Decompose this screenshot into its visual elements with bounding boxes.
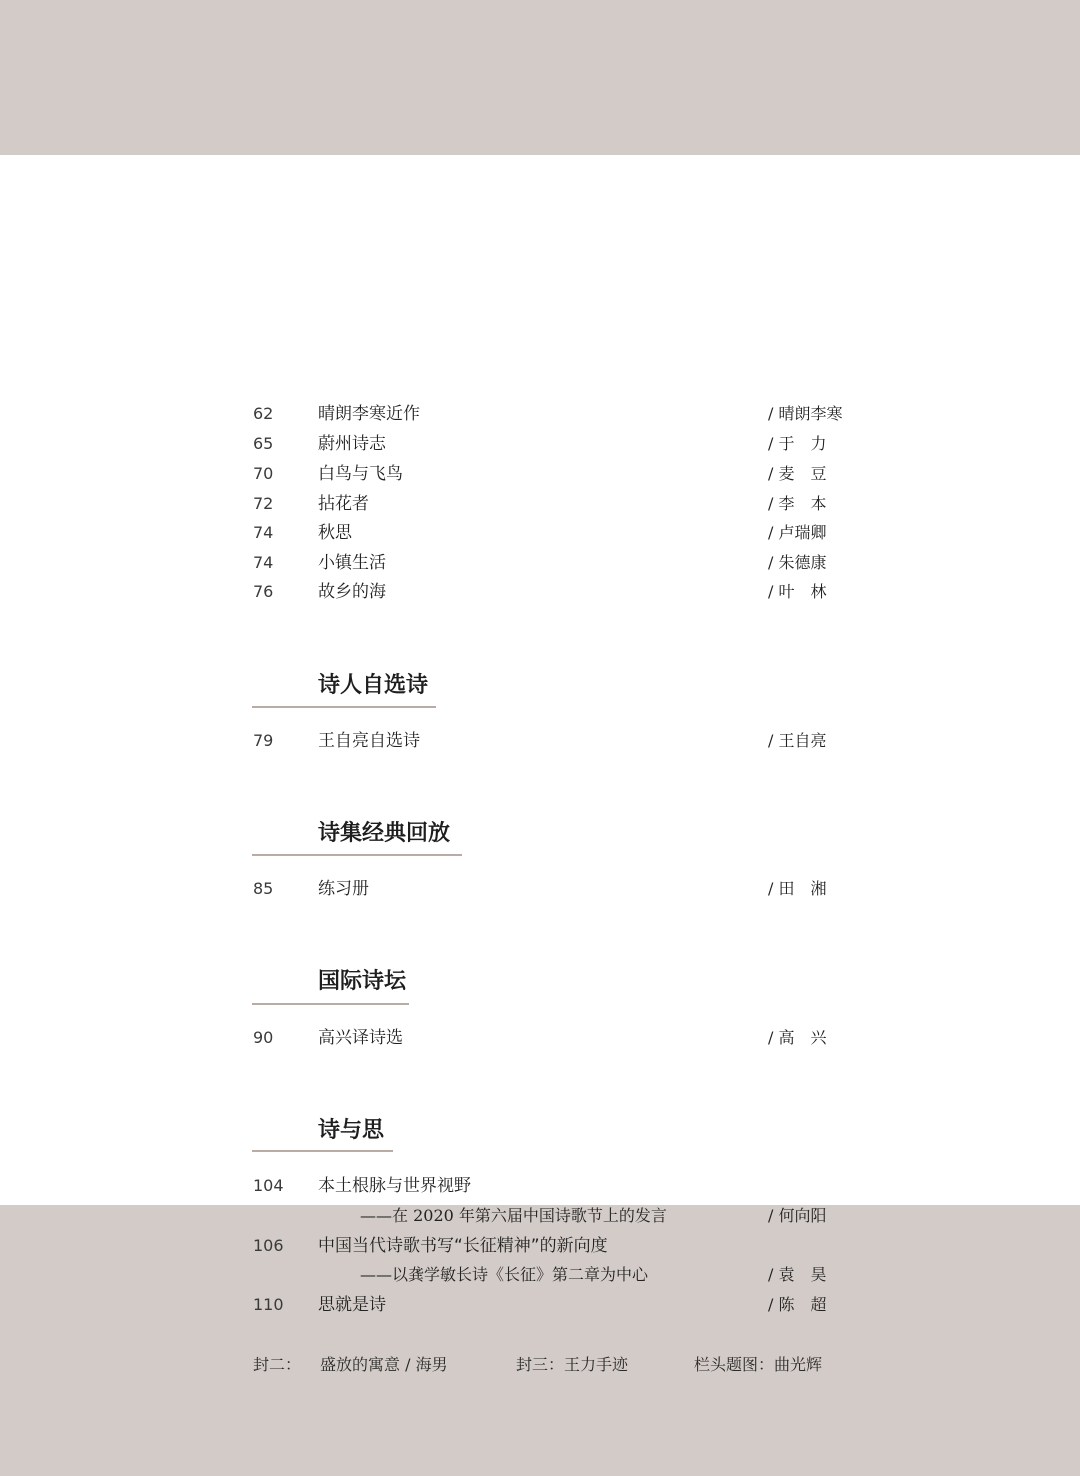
entry-title: 晴朗李寒近作 (318, 404, 420, 424)
toc-entry[interactable] (0, 1023, 1080, 1053)
toc-entry[interactable] (0, 548, 1080, 578)
page-number: 90 (253, 1028, 274, 1047)
page-number: 106 (253, 1236, 284, 1255)
entry-author: / 朱德康 (768, 553, 827, 572)
entry-title: 王自亮自选诗 (318, 731, 420, 751)
entry-author: / 何向阳 (768, 1206, 827, 1225)
entry-title: 思就是诗 (318, 1295, 386, 1315)
toc-entry[interactable] (0, 1290, 1080, 1320)
page-number: 70 (253, 464, 274, 483)
entry-title: 练习册 (318, 879, 369, 899)
page-number: 65 (253, 434, 274, 453)
toc-entry[interactable] (0, 429, 1080, 459)
toc-entry[interactable] (0, 518, 1080, 548)
entry-title: 蔚州诗志 (318, 434, 386, 454)
toc-entry[interactable] (0, 874, 1080, 904)
page-number: 76 (253, 582, 274, 601)
toc-entry[interactable] (0, 489, 1080, 519)
page-number: 74 (253, 523, 274, 542)
toc-entry-subtitle-row (0, 1201, 1080, 1231)
page-number: 110 (253, 1295, 284, 1314)
section-heading: 诗人自选诗 (318, 672, 429, 698)
page-number: 74 (253, 553, 274, 572)
cover2-label: 封二： (253, 1355, 302, 1374)
section-heading: 国际诗坛 (318, 968, 407, 994)
section-underline (252, 854, 462, 856)
entry-author: / 陈 超 (768, 1295, 827, 1314)
section-underline (252, 1003, 409, 1005)
section-underline (252, 706, 436, 708)
toc-entry[interactable] (0, 1231, 1080, 1261)
entry-title: 白鸟与飞鸟 (318, 464, 403, 484)
entry-author: / 李 本 (768, 494, 827, 513)
entry-title: 秋思 (318, 523, 352, 543)
toc-entry[interactable] (0, 1171, 1080, 1201)
entry-title: 故乡的海 (318, 582, 386, 602)
entry-author: / 袁 昊 (768, 1265, 827, 1284)
cover3-credit: 封三：王力手迹 (516, 1355, 629, 1374)
entry-author: / 晴朗李寒 (768, 404, 843, 423)
entry-author: / 高 兴 (768, 1028, 827, 1047)
entry-author: / 王自亮 (768, 731, 827, 750)
entry-author: / 麦 豆 (768, 464, 827, 483)
page-number: 79 (253, 731, 274, 750)
section-heading: 诗与思 (318, 1117, 385, 1143)
page-number: 104 (253, 1176, 284, 1195)
entry-author: / 于 力 (768, 434, 827, 453)
toc-entry[interactable] (0, 459, 1080, 489)
entry-subtitle: ——以龚学敏长诗《长征》第二章为中心 (360, 1265, 649, 1284)
entry-title: 拈花者 (318, 494, 369, 514)
page-number: 72 (253, 494, 274, 513)
entry-author: / 卢瑞卿 (768, 523, 827, 542)
toc-entry[interactable] (0, 577, 1080, 607)
page-number: 62 (253, 404, 274, 423)
section-underline (252, 1150, 393, 1152)
entry-title: 中国当代诗歌书写“长征精神”的新向度 (318, 1236, 608, 1256)
page-number: 85 (253, 879, 274, 898)
entry-title: 小镇生活 (318, 553, 386, 573)
entry-title: 本土根脉与世界视野 (318, 1176, 471, 1196)
toc-entry-subtitle-row (0, 1260, 1080, 1290)
top-color-band (0, 0, 1080, 155)
entry-author: / 叶 林 (768, 582, 827, 601)
cover2-credit: 盛放的寓意 / 海男 (320, 1355, 448, 1374)
entry-author: / 田 湘 (768, 879, 827, 898)
toc-entry[interactable] (0, 399, 1080, 429)
credits-footer (0, 1350, 1080, 1380)
header-image-credit: 栏头题图：曲光辉 (694, 1355, 823, 1374)
section-heading: 诗集经典回放 (318, 820, 451, 846)
entry-subtitle: ——在 2020 年第六届中国诗歌节上的发言 (360, 1206, 667, 1225)
entry-title: 高兴译诗选 (318, 1028, 403, 1048)
toc-entry[interactable] (0, 726, 1080, 756)
